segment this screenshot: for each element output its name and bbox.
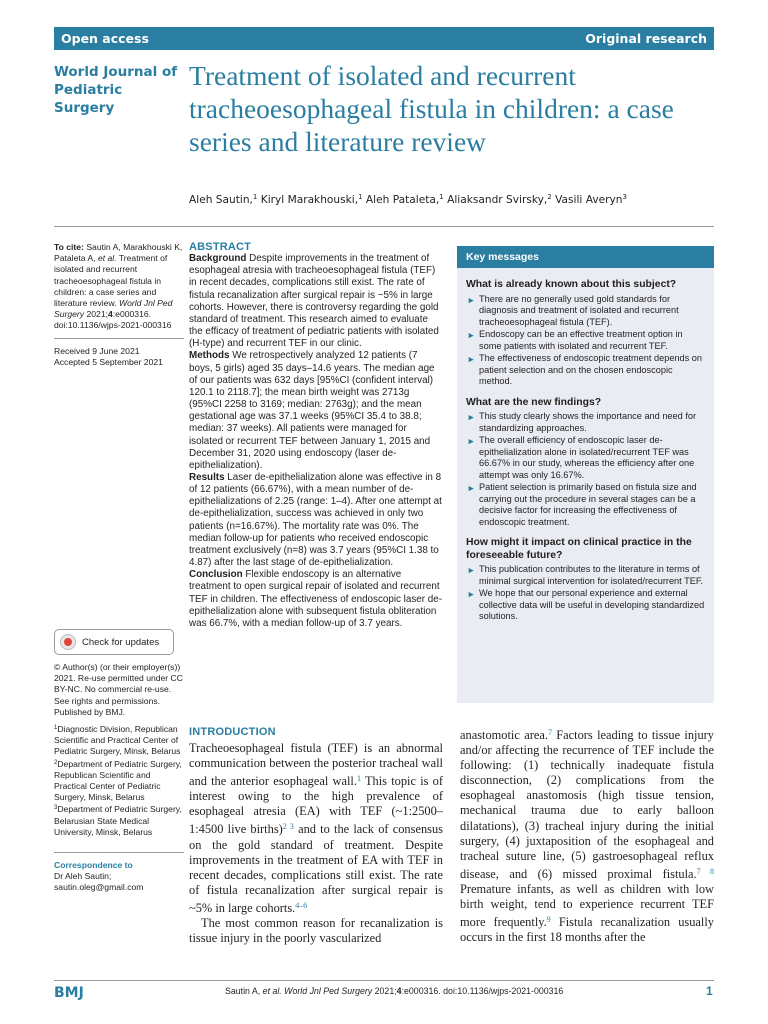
sidebar-divider [54,852,184,853]
correspondence-text[interactable]: Dr Aleh Sautin; sautin.oleg@gmail.com [54,871,144,893]
cite-doi[interactable]: :e000316. doi:10.1136/wjps-2021-000316 [54,309,172,331]
abstract [189,241,443,630]
rights-block [54,662,184,894]
cite-journal: World Jnl Ped Surgery [54,298,173,320]
received-date: Received 9 June 2021 [54,345,140,356]
abstract-text: Despite improvements in the treatment of esophageal atresia with tracheoesophageal fistula (TEF) in recent decades, complications still exist. The rate of fistula recanalization after surgical repair is ~5% in large cohorts. However, there is controversy regarding the gold standard of treatment. This research aimed to evaluate the efficacy of treatment of pediatric patients with isolated (H-type) and recurrent TEF in our clinic. [189,253,439,350]
author-affiliation: 3 [622,193,627,201]
affiliation-item [54,723,184,758]
author-affiliation: 1 [439,193,444,201]
copyright-text: © Author(s) (or their employer(s)) 2021. Re-use permitted under CC BY-NC. No commercial re-use. See rights and permissions. Published by BMJ. [54,662,183,717]
reference-link[interactable]: 1 [356,774,361,784]
key-messages-box [457,246,714,703]
author-affiliation: 1 [358,193,363,201]
key-item-text: There are no generally used gold standards for diagnosis and treatment of isolated and recurrent tracheoesophageal fistula (TEF). [479,293,679,327]
reference-link[interactable]: 4–6 [295,900,308,910]
affiliation-number: 1 [54,725,58,732]
author-affiliation: 1 [252,193,258,201]
citation-text [54,242,184,332]
key-item [466,329,705,352]
footer-cite-part: 2021; [372,986,397,996]
bullet-triangle-icon: ► [467,412,476,422]
bmj-logo: BMJ [54,985,84,1001]
key-list [466,294,705,388]
key-item-text: The overall efficiency of endoscopic laser de-epithelialization alone in isolated/recurrent TEF was 66.67% in our study, whereas the efficiency after one attempt was only 16.67%. [479,435,695,480]
page-number: 1 [706,984,713,998]
key-item [466,411,705,434]
key-item-text: This study clearly shows the importance and need for standardizing approaches. [479,411,697,433]
body-text: Factors leading to tissue injury and/or affecting the recurrence of TEF include the following: (1) technically inadequate fistula disconnection, (2) complications from the esophageal anastomosis (high tissue tension, mechanical trauma due to early balloon dilatations), (3) tracheal injury during the initial surgery, (4) juxtaposition of the esophageal and tracheal suture line, (5) gastroesophageal reflux disease, and (6) missed proximal fistula. [460,728,714,881]
affiliation-text: Department of Pediatric Surgery, Belarusian State Medical University, Minsk, Belarus [54,804,182,837]
body-text: and to the lack of consensus on the gold standard of treatment. Despite improvements in the treatment of EA with TEF in recent decades, complications still exist. The rate of fistula recanalization after surgical repair is ~5% in large cohorts. [189,822,443,915]
key-item-text: Patient selection is primarily based on fistula size and carrying out the procedure in several stages can be a decisive factor for increasing the effectiveness of endoscopic treatment. [479,482,697,527]
author-affiliation: 2 [547,193,552,201]
bullet-triangle-icon: ► [467,589,476,599]
body-column-left [189,741,443,946]
key-question: How might it impact on clinical practice in the foreseeable future? [466,537,692,561]
cite-label: To cite: [54,242,84,252]
abstract-background [189,253,443,350]
check-for-updates-button[interactable] [54,629,174,655]
bullet-triangle-icon: ► [467,354,476,364]
affiliation-number: 2 [54,759,58,766]
header-divider [54,226,714,227]
reference-link[interactable]: 2 3 [282,822,294,832]
body-paragraph [460,725,714,945]
body-text: Tracheoesophageal fistula (TEF) is an abnormal communication between the posterior tracheal wall and the anterior esophageal wall. [189,741,443,789]
key-item-text: This publication contributes to the literature in terms of minimal surgical intervention for isolated/recurrent TEF. [479,564,703,586]
check-updates-label: Check for updates [82,636,160,648]
body-text: Fistula recanalization usually occurs in the first 18 months after the [460,915,714,945]
author-list [189,193,719,206]
abstract-conclusion [189,569,443,630]
bullet-triangle-icon: ► [467,436,476,446]
footer-cite-part: Sautin A, [225,986,263,996]
abstract-text: Flexible endoscopy is an alternative treatment to open surgical repair of isolated and recurrent TEF in children. The effectiveness of endoscopic laser de-epithelialization alone with subsequent fistula obliteration was 66.7%, with a median follow-up of 3.7 years. [189,569,442,629]
body-text: Premature infants, as well as children with low birth weight, tend to experience recurrent TEF more frequently. [460,881,714,930]
abstract-label: Background [189,253,247,265]
affiliation-text: Department of Pediatric Surgery, Republican Scientific and Practical Center of Pediatric Surgery, Minsk, Belarus [54,758,182,803]
footer-cite-doi: :e000316. doi:10.1136/wjps-2021-000316 [401,986,564,996]
key-item [466,294,705,329]
body-paragraph [189,741,443,916]
accepted-date: Accepted 5 September 2021 [54,356,163,367]
article-banner [54,27,714,50]
author: Vasili Averyn [555,194,623,206]
affiliation-item [54,758,184,804]
body-text: anastomotic area. [460,728,548,742]
author: Aleh Sautin, [189,194,253,206]
key-list [466,564,705,623]
abstract-methods [189,350,443,472]
key-list [466,411,705,528]
footer-citation [225,986,563,996]
abstract-label: Conclusion [189,569,243,581]
open-access-label: Open access [61,31,149,46]
key-item [466,564,705,587]
article-title: Treatment of isolated and recurrent tracheoesophageal fistula in children: a case series and literature review [189,60,674,157]
article-type-label: Original research [585,31,707,46]
bullet-triangle-icon: ► [467,330,476,340]
cite-volume: 4 [108,309,113,320]
cite-part: Treatment of isolated and recurrent tracheoesophageal fistula in children: a case series and literature review. [54,253,168,309]
bullet-triangle-icon: ► [467,294,476,305]
affiliation-text: Diagnostic Division, Republican Scientific and Practical Center of Pediatric Surgery, Minsk, Belarus [54,724,181,757]
introduction-heading: INTRODUCTION [189,726,276,738]
key-item [466,435,705,481]
body-column-right [460,725,714,945]
key-item [466,482,705,528]
footer-cite-journal: et al. World Jnl Ped Surgery [262,986,373,996]
abstract-label: Methods [189,350,230,362]
abstract-heading: ABSTRACT [189,241,252,253]
bullet-triangle-icon: ► [467,483,476,493]
footer-cite-volume: 4 [396,986,402,996]
body-text: This topic is of interest owing to the high prevalence of esophageal atresia (EA) with TEF (~1:2500–1:4500 live births) [189,774,444,837]
abstract-text: We retrospectively analyzed 12 patients (7 boys, 5 girls) aged 35 days–14.6 years. The median age of our patients was 632 days [95%CI (confident interval) 120.1 to 2118.7]; the mean birth weight was 2713g (95%CI 2258 to 3169; median: 2763g); and the mean gestational age was 37.1 weeks (95%CI 35.4 to 38.8; median: 37 weeks). All patients were managed for isolated or recurrent TEF between January 1, 2015 and December 31, 2020 using endoscopy (laser de-epithelialization). [189,350,435,471]
abstract-label: Results [189,471,225,483]
cite-part: Sautin A, Marakhouski K, Pataleta A, [54,242,183,264]
author: Aliaksandr Svirsky, [447,194,548,206]
correspondence-heading: Correspondence to [54,860,133,871]
reference-link[interactable]: 7 [547,728,552,737]
citation-block [54,242,184,368]
bullet-triangle-icon: ► [467,565,476,575]
affiliation-number: 3 [54,805,58,812]
abstract-text: Laser de-epithelialization alone was effective in 8 of 12 patients (66.67%), with a mean number of de-epithelializations of 2.25 (range: 1–4). After one attempt at de-epithelialization, success was achieved in only two patients (n=16.67%). The mortality rate was 0%. The median follow-up for patients who received endoscopic treatment exclusively (n=8) was 3.7 years (95%CI 1.38 to 4.87) after the last stage of de-epithelialization. [189,471,442,569]
key-item-text: We hope that our personal experience and external collective data will be useful in developing standardized solutions. [479,588,705,621]
key-question: What are the new findings? [466,396,602,408]
cite-part: 2021; [84,309,108,320]
check-updates-icon [60,634,76,650]
journal-name: World Journal of Pediatric Surgery [54,64,178,116]
footer-divider [54,980,714,981]
body-paragraph: The most common reason for recanalization is tissue injury in the poorly vascularized [189,916,443,946]
reference-link[interactable]: 7 8 [696,866,714,876]
sidebar-divider [54,338,184,339]
author: Kiryl Marakhouski, [260,194,359,206]
key-item-text: The effectiveness of endoscopic treatment depends on patient selection and on the chosen endoscopic method. [479,353,703,386]
cite-etal: et al. [97,253,117,264]
key-item-text: Endoscopy can be an effective treatment option in some patients with isolated and recurrent TEF. [479,329,683,351]
key-item [466,588,705,623]
abstract-results [189,472,443,569]
key-question: What is already known about this subject? [466,279,677,290]
reference-link[interactable]: 9 [546,915,551,925]
author: Aleh Pataleta, [365,194,440,206]
key-item [466,353,705,388]
affiliation-item [54,803,184,838]
key-messages-heading: Key messages [457,246,714,268]
